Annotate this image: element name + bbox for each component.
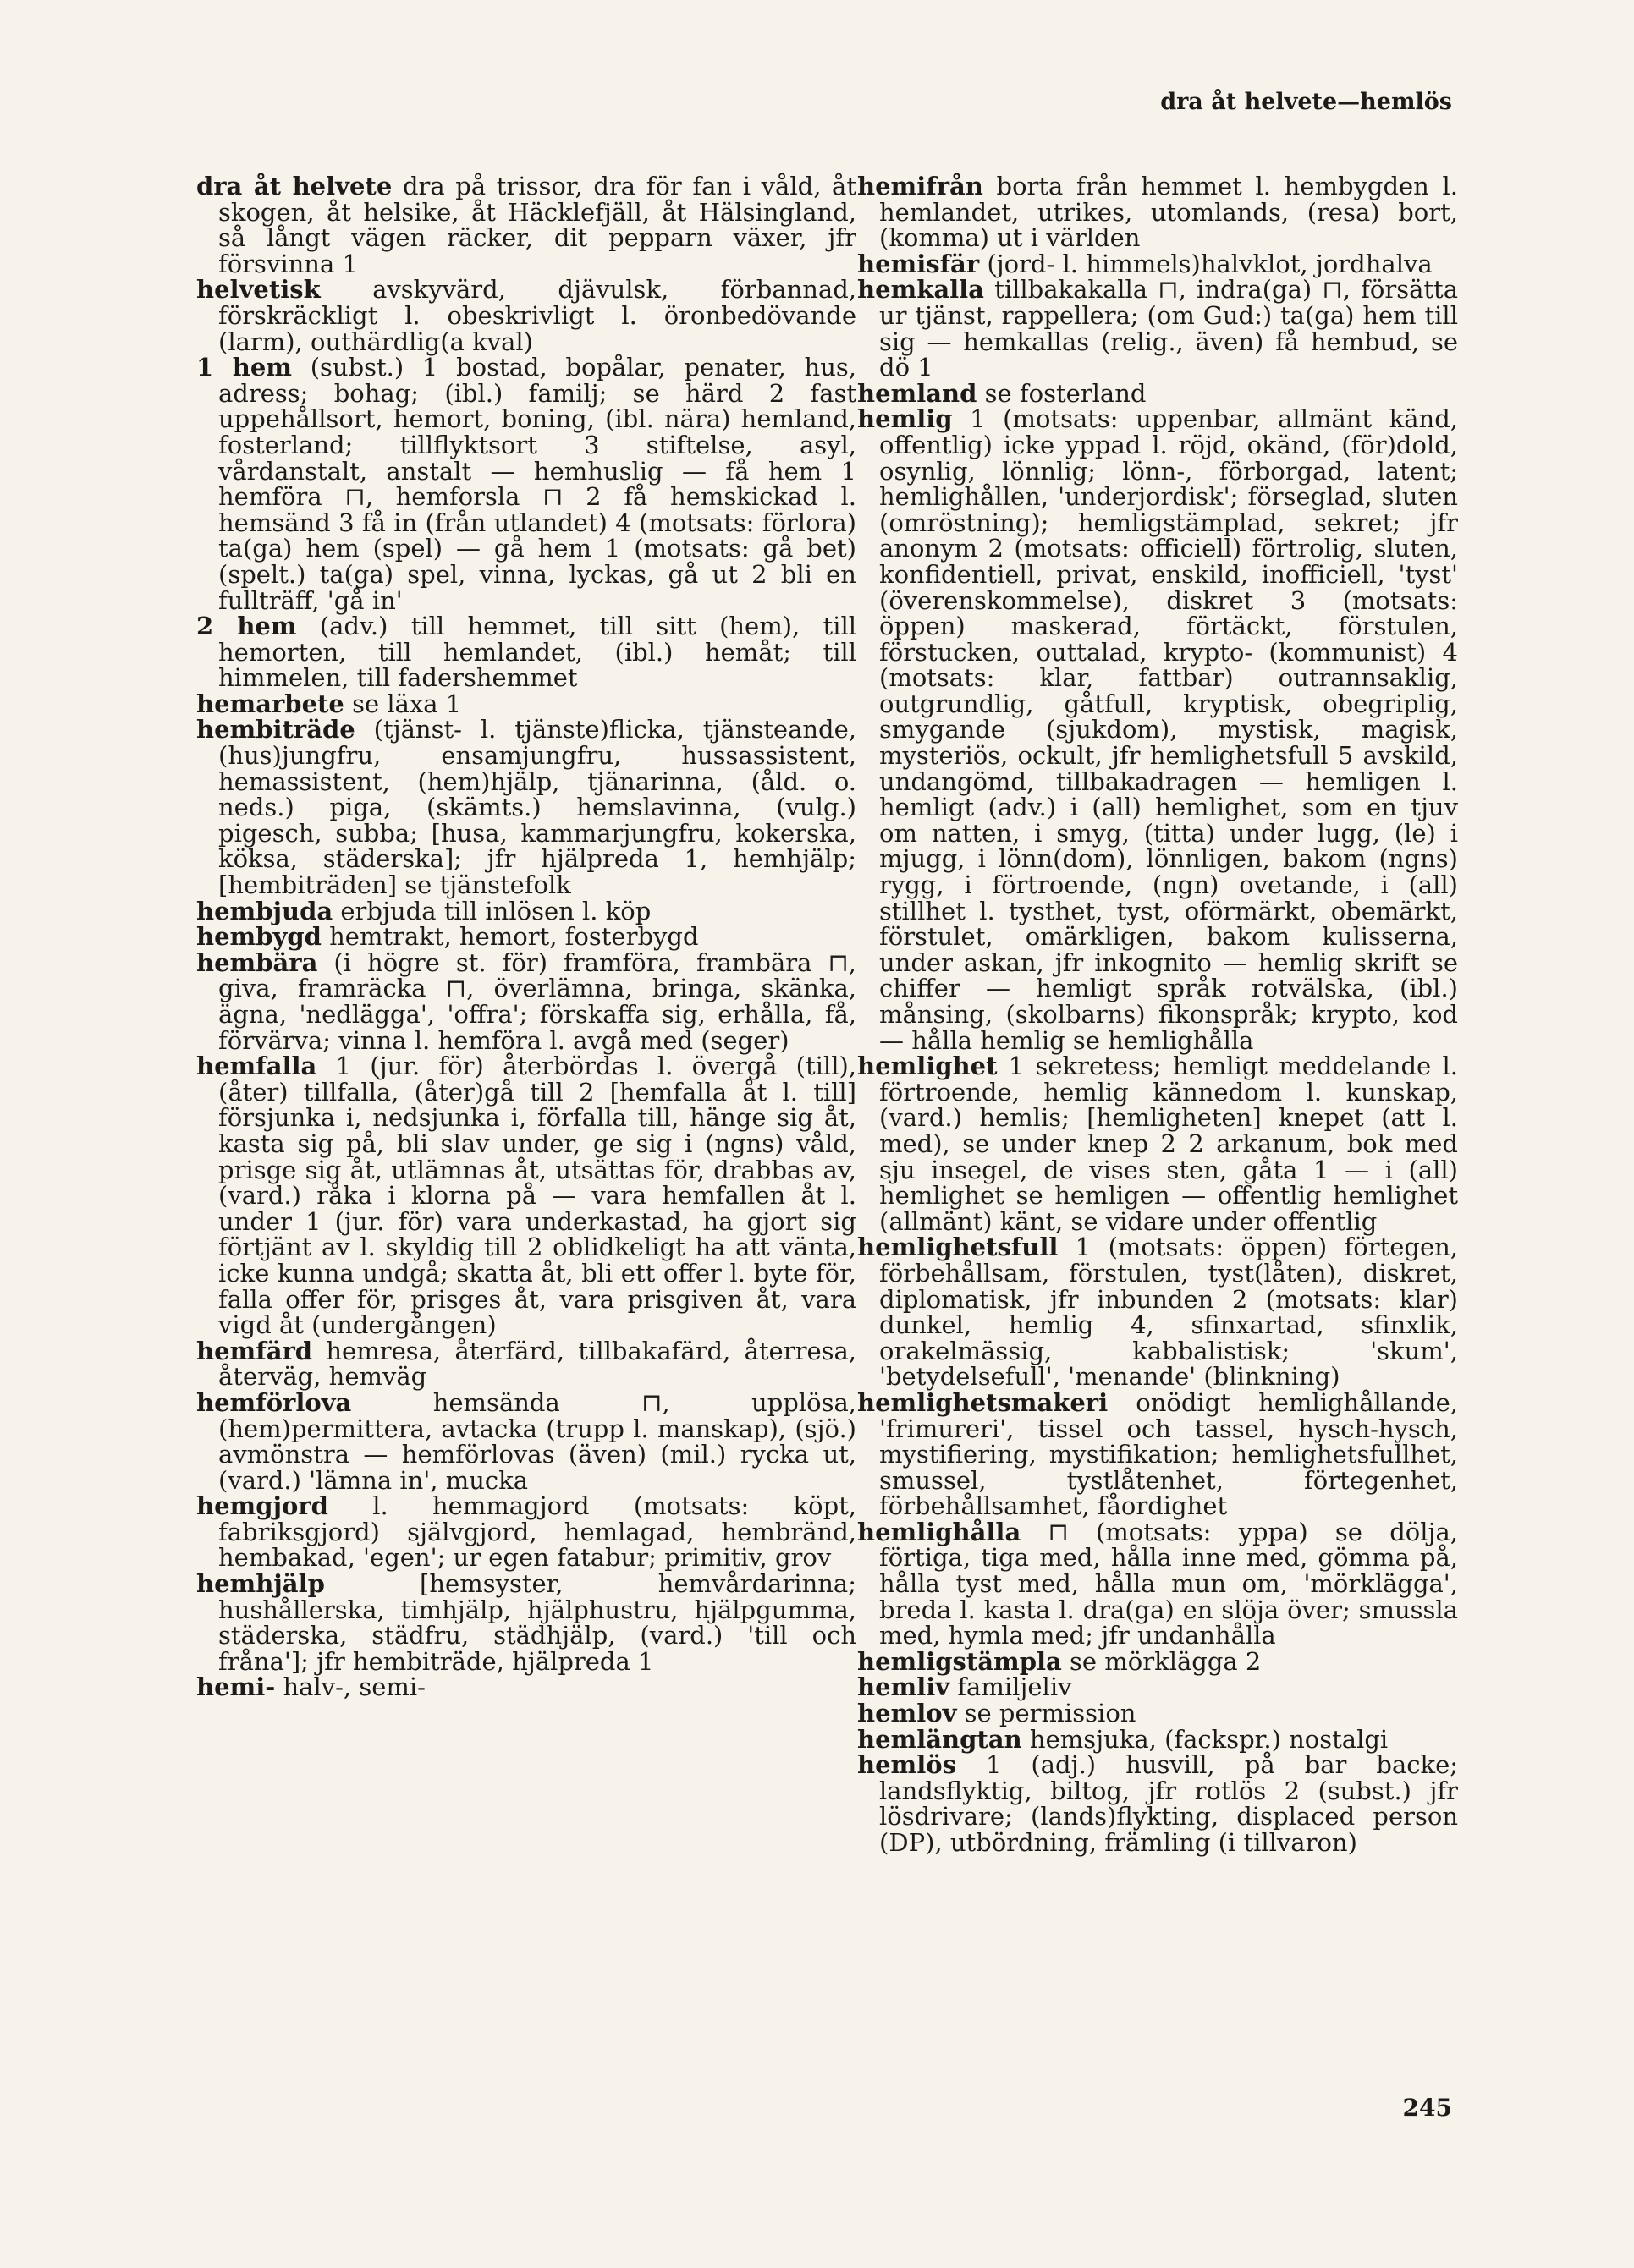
- dictionary-entry: [857, 1519, 1458, 1649]
- entry-definition: hemsända ⊓, upplösa, (hem)permittera, avtacka (trupp l. manskap), (sjö.) avmönstra — hemförlovas (även) (mil.) rycka ut, (vard.) 'lämna in', mucka: [218, 1387, 856, 1495]
- dictionary-entry: [857, 173, 1458, 251]
- dictionary-entry: [857, 251, 1458, 277]
- entry-headword: hemi-: [196, 1672, 276, 1702]
- entry-definition: ⊓ (motsats: yppa) se dölja, förtiga, tiga med, hålla inne med, gömma på, hålla tyst med, hålla mun om, 'mörklägga', breda l. kasta l. dra(ga) en slöja över; smussla med, hymla med; jfr undanhålla: [879, 1517, 1458, 1650]
- dictionary-entry: [196, 1338, 856, 1390]
- entry-headword: hemgjord: [196, 1491, 328, 1521]
- entry-definition: halv-, semi-: [283, 1672, 426, 1702]
- entry-definition: avskyvärd, djävulsk, förbannad, förskräckligt l. obeskrivligt l. öronbedövande (larm), outhärdlig(a kval): [218, 275, 856, 356]
- entry-definition: tillbakakalla ⊓, indra(ga) ⊓, försätta ur tjänst, rappellera; (om Gud:) ta(ga) hem till sig — hemkallas (relig., även) få hembud, se dö 1: [879, 275, 1458, 382]
- dictionary-entry: [196, 1674, 856, 1700]
- entry-definition: onödigt hemlighållande, 'frimureri', tissel och tassel, hysch-hysch, mystifiering, mystifikation; hemlighetsfullhet, smussel, tystlåtenhet, förtegenhet, förbehållsamhet, fåordighet: [879, 1387, 1458, 1521]
- entry-headword: hemlös: [857, 1750, 956, 1780]
- dictionary-entry: [196, 354, 856, 613]
- entry-headword: hemifrån: [857, 172, 983, 200]
- entry-definition: se permission: [964, 1699, 1136, 1728]
- entry-definition: l. hemmagjord (motsats: köpt, fabriksgjord) självgjord, hemlagad, hembränd, hembakad, 'egen'; ur egen fatabur; primitiv, grov: [218, 1491, 856, 1573]
- entry-definition: 1 (adj.) husvill, på bar backe; landsflyktig, biltog, jfr rotlös 2 (subst.) jfr lösdrivare; (lands)flykting, displaced person (DP), utbördning, främling (i tillvaron): [879, 1750, 1459, 1857]
- dictionary-entry: [857, 1387, 1458, 1521]
- dictionary-entry: [196, 947, 857, 1055]
- entry-headword: hembära: [196, 947, 318, 977]
- entry-headword: hemland: [857, 378, 977, 408]
- entry-headword: hemligstämpla: [857, 1646, 1062, 1676]
- entry-headword: 2 hem: [196, 612, 297, 641]
- entry-definition: 1 sekretess; hemligt meddelande l. förtroende, hemlig kännedom l. kunskap, (vard.) hemlis; [hemligheten] knepet (att l. med), se under knep 2 2 arkanum, bok med sju insegel, de vises sten, gåta 1 — i (all) hemlighet se hemligen — offentlig hemlighet (allmänt) känt, se vidare under offentlig: [879, 1052, 1458, 1236]
- entry-headword: hemlighetsmakeri: [857, 1387, 1109, 1417]
- entry-headword: hemlighetsfull: [857, 1233, 1059, 1262]
- dictionary-entry: [857, 1053, 1458, 1234]
- entry-definition: hemtrakt, hemort, fosterbygd: [329, 922, 699, 952]
- dictionary-entry: [857, 1752, 1458, 1855]
- entry-headword: hembiträde: [196, 715, 355, 744]
- entry-definition: (tjänst- l. tjänste)flicka, tjänsteande, (hus)jungfru, ensamjungfru, hussassistent, hemassistent, (hem)hjälp, tjänarinna, (åld. o. neds.) piga, (skämts.) hemslavinna, (vulg.) pigesch, subba; [husa, kammarjungfru, kokerska, köksa, städerska]; jfr hjälpreda 1, hemhjälp; [hembiträden] se tjänstefolk: [218, 715, 856, 900]
- entry-definition: (subst.) 1 bostad, bopålar, penater, hus, adress; bohag; (ibl.) familj; se härd 2 fast uppehållsort, hemort, boning, (ibl. nära) hemland, fosterland; tillflyktsort 3 stiftelse, asyl, vårdanstalt, anstalt — hemhuslig — få hem 1 hemföra ⊓, hemforsla ⊓ 2 få hemskickad l. hemsänd 3 få in (från utlandet) 4 (motsats: förlora) ta(ga) hem (spel) — gå hem 1 (motsats: gå bet) (spelt.) ta(ga) spel, vinna, lyckas, gå ut 2 bli en fullträff, 'gå in': [218, 353, 857, 615]
- entry-headword: hemkalla: [857, 275, 984, 305]
- entry-headword: hemlängtan: [857, 1724, 1022, 1754]
- entry-definition: (adv.) till hemmet, till sitt (hem), till hemorten, till hemlandet, (ibl.) hemåt; till himmelen, till fadershemmet: [218, 612, 856, 693]
- entry-definition: 1 (motsats: uppenbar, allmänt känd, offentlig) icke yppad l. röjd, okänd, (för)dold, osynlig, lönnlig; lönn-, förborgad, latent; hemlighållen, 'underjordisk'; förseglad, sluten (omröstning); hemligstämplad, sekret; jfr anonym 2 (motsats: officiell) förtrolig, sluten, konfidentiell, privat, enskild, inofficiell, 'tyst' (överenskommelse), diskret 3 (motsats: öppen) maskerad, förtäckt, förstulen, förstucken, outtalad, krypto- (kommunist) 4 (motsats: klar, fattbar) outrannsaklig, outgrundlig, gåtfull, kryptisk, obegriplig, smygande (sjukdom), mystisk, magisk, mysteriös, ockult, jfr hemlighetsfull 5 avskild, undangömd, tillbakadragen — hemligen l. hemligt (adv.) i (all) hemlighet, som en tjuv om natten, i smyg, (titta) under lugg, (le) i mjugg, i lönn(dom), lönnligen, bakom (ngns) rygg, i förtroende, (ngn) ovetande, i (all) stillhet l. tysthet, tyst, oförmärkt, obemärkt, förstulet, omärkligen, bakom kulisserna, under askan, jfr inkognito — hemlig skrift se chiffer — hemligt språk rotvälska, (ibl.) månsing, (skolbarns) fikonspråk; krypto, kod — hålla hemlig se hemlighålla: [879, 404, 1459, 1055]
- entry-definition: borta från hemmet l. hembygden l. hemlandet, utrikes, utomlands, (resa) bort, (komma) ut i världen: [879, 172, 1458, 253]
- entry-headword: hemfalla: [196, 1052, 317, 1081]
- entry-headword: hemlig: [857, 404, 953, 434]
- entry-definition: (jord- l. himmels)halvklot, jordhalva: [987, 249, 1433, 278]
- entry-headword: hemförlova: [196, 1387, 352, 1417]
- dictionary-entry: [196, 898, 856, 925]
- entry-headword: hemhjälp: [196, 1569, 325, 1599]
- running-head: dra åt helvete—hemlös: [1160, 89, 1452, 115]
- entry-headword: hembygd: [196, 922, 322, 952]
- dictionary-entry: [857, 277, 1458, 380]
- entry-definition: dra på trissor, dra för fan i våld, åt skogen, åt helsike, åt Häcklefjäll, åt Hälsingland, så långt vägen räcker, dit pepparn växer, jfr försvinna 1: [218, 172, 856, 278]
- entry-headword: helvetisk: [196, 275, 321, 305]
- dictionary-entry: [196, 613, 856, 691]
- dictionary-entry: [196, 717, 856, 898]
- entry-definition: familjeliv: [957, 1672, 1072, 1702]
- entry-definition: se fosterland: [984, 378, 1147, 408]
- dictionary-entry: [196, 691, 856, 717]
- entry-definition: hemsjuka, (fackspr.) nostalgi: [1029, 1724, 1389, 1754]
- entry-headword: 1 hem: [196, 353, 292, 382]
- dictionary-entry: [857, 1700, 1458, 1727]
- entry-definition: se mörklägga 2: [1070, 1646, 1262, 1676]
- dictionary-entry: [196, 1493, 856, 1571]
- dictionary-entry: [857, 378, 1458, 408]
- dictionary-entry: [196, 1053, 856, 1338]
- dictionary-entry: [857, 1234, 1458, 1390]
- entry-definition: erbjuda till inlösen l. köp: [340, 896, 652, 925]
- page-number: 245: [1402, 2094, 1452, 2122]
- entry-definition: se läxa 1: [352, 689, 462, 718]
- entry-definition: 1 (jur. för) återbördas l. övergå (till), (åter) tillfalla, (åter)gå till 2 [hemfalla åt l. till] försjunka i, nedsjunka i, förfalla till, hänge sig åt, kasta sig på, bli slav under, ge sig i (ngns) våld, prisge sig åt, utlämnas åt, utsättas för, drabbas av, (vard.) råka i klorna på — vara hemfallen åt l. under 1 (jur. för) vara underkastad, ha gjort sig förtjänt av l. skyldig till 2 oblidkeligt ha att vänta, icke kunna undgå; skatta åt, bli ett offer l. byte för, falla offer för, prisges åt, vara prisgiven åt, vara vigd åt (undergången): [218, 1052, 856, 1340]
- right-column: [857, 173, 1458, 1856]
- entry-headword: hemliv: [857, 1672, 950, 1702]
- dictionary-entry: [196, 924, 856, 950]
- dictionary-entry: [196, 277, 856, 354]
- left-column: [196, 173, 856, 1700]
- dictionary-entry: [857, 1646, 1458, 1676]
- entry-definition: [hemsyster, hemvårdarinna; hushållerska, timhjälp, hjälphustru, hjälpgumma, städerska, städfru, städhjälp, (vard.) 'till och fråna']; jfr hembiträde, hjälpreda 1: [218, 1569, 856, 1676]
- entry-headword: hemlighålla: [857, 1517, 1021, 1546]
- entry-headword: hemarbete: [196, 689, 344, 718]
- entry-headword: hembjuda: [196, 896, 333, 925]
- dictionary-entry: [196, 1387, 856, 1495]
- dictionary-entry: [857, 406, 1458, 1053]
- dictionary-entry: [196, 1571, 856, 1674]
- dictionary-entry: [196, 173, 856, 277]
- dictionary-entry: [857, 1674, 1458, 1700]
- entry-headword: hemlov: [857, 1699, 957, 1728]
- entry-definition: hemresa, återfärd, tillbakafärd, återresa, återväg, hemväg: [218, 1336, 856, 1392]
- entry-headword: hemlighet: [857, 1052, 998, 1081]
- dictionary-entry: [857, 1724, 1458, 1754]
- entry-headword: hemfärd: [196, 1336, 313, 1365]
- entry-headword: hemisfär: [857, 249, 980, 278]
- entry-headword: dra åt helvete: [196, 172, 393, 200]
- entry-definition: 1 (motsats: öppen) förtegen, förbehållsam, förstulen, tyst(låten), diskret, diplomatisk, jfr inbunden 2 (motsats: klar) dunkel, hemlig 4, sfinxartad, sfinxlik, orakelmässig, kabbalistisk; 'skum', 'betydelsefull', 'menande' (blinkning): [879, 1233, 1459, 1392]
- entry-definition: (i högre st. för) framföra, frambära ⊓, giva, framräcka ⊓, överlämna, bringa, skänka, ägna, 'nedlägga', 'offra'; förskaffa sig, erhålla, få, förvärva; vinna l. hemföra l. avgå med (seger): [218, 947, 857, 1055]
